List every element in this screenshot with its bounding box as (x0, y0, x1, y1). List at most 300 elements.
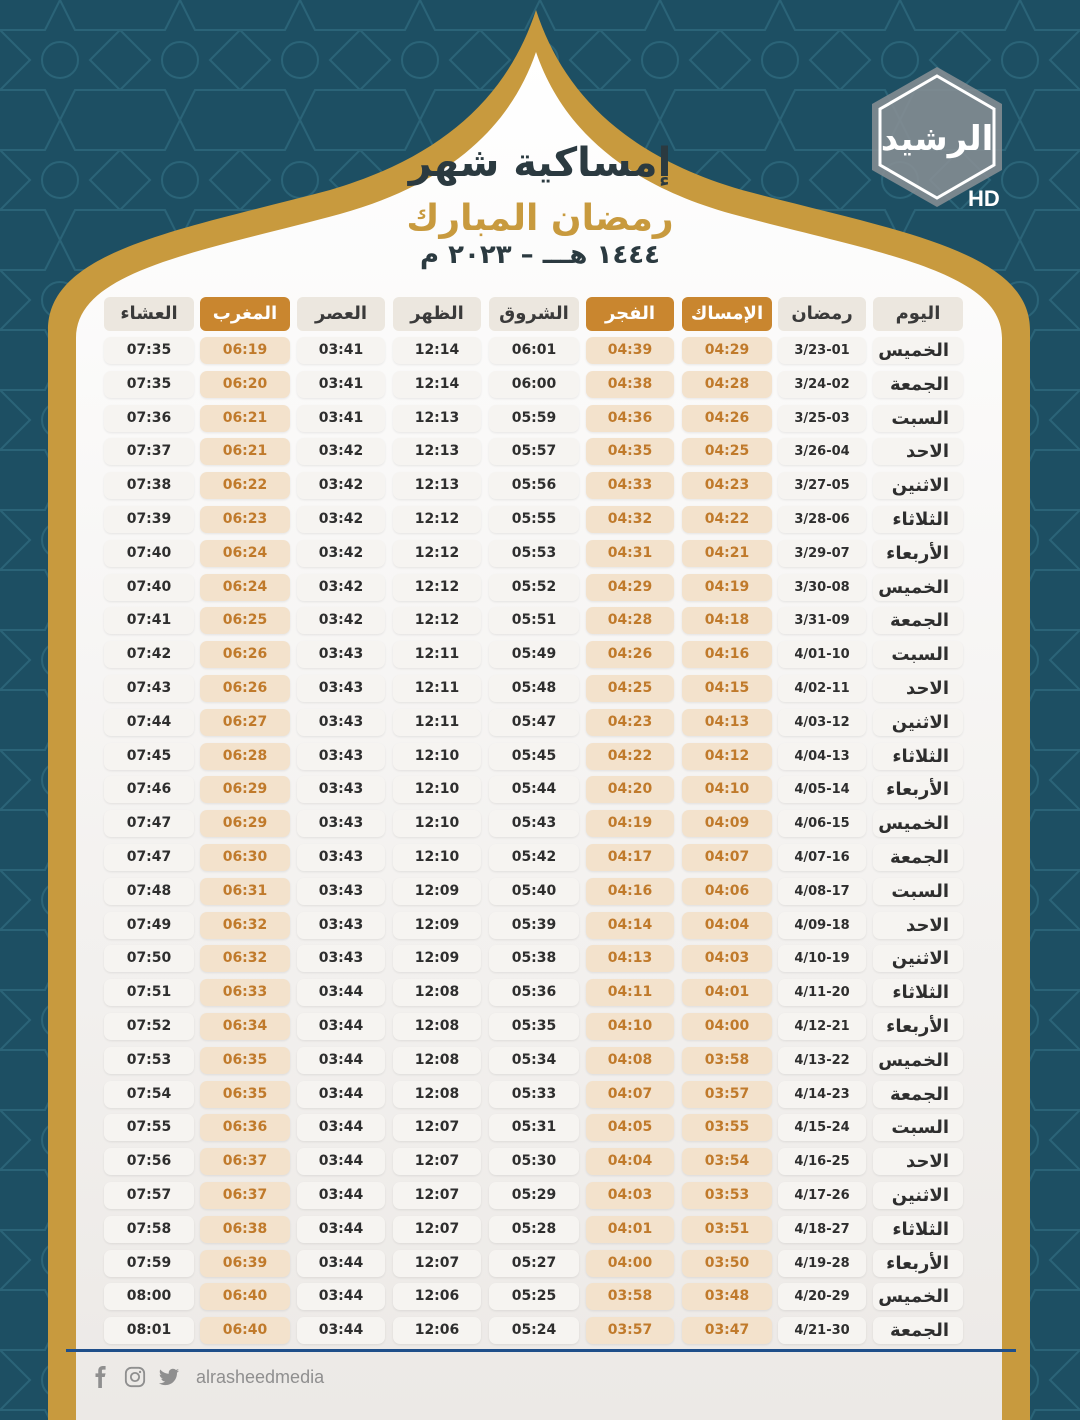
table-row (0, 506, 1080, 533)
header-day: اليوم (873, 297, 963, 331)
cell-asr: 03:44 (297, 1013, 385, 1040)
cell-isha: 07:57 (104, 1182, 194, 1209)
table-row (0, 472, 1080, 499)
table-row (0, 540, 1080, 567)
cell-ramadan-date: 4/01-10 (778, 641, 866, 668)
cell-fajr: 04:05 (586, 1114, 674, 1141)
cell-isha: 07:47 (104, 844, 194, 871)
cell-sunrise: 05:33 (489, 1081, 579, 1108)
cell-dhuhr: 12:07 (393, 1148, 481, 1175)
cell-asr: 03:43 (297, 776, 385, 803)
cell-asr: 03:43 (297, 743, 385, 770)
cell-imsak: 03:48 (682, 1283, 772, 1310)
cell-maghrib: 06:34 (200, 1013, 290, 1040)
cell-ramadan-date: 4/11-20 (778, 979, 866, 1006)
cell-ramadan-date: 3/26-04 (778, 438, 866, 465)
header-dhuhr: الظهر (393, 297, 481, 331)
cell-asr: 03:44 (297, 1216, 385, 1243)
cell-sunrise: 05:25 (489, 1283, 579, 1310)
cell-day: الأربعاء (873, 1250, 963, 1277)
cell-sunrise: 05:36 (489, 979, 579, 1006)
cell-asr: 03:44 (297, 1317, 385, 1344)
cell-maghrib: 06:35 (200, 1081, 290, 1108)
cell-asr: 03:43 (297, 878, 385, 905)
cell-asr: 03:43 (297, 810, 385, 837)
cell-fajr: 03:58 (586, 1283, 674, 1310)
cell-fajr: 04:08 (586, 1047, 674, 1074)
cell-imsak: 04:12 (682, 743, 772, 770)
cell-maghrib: 06:38 (200, 1216, 290, 1243)
cell-dhuhr: 12:10 (393, 776, 481, 803)
cell-imsak: 03:50 (682, 1250, 772, 1277)
cell-ramadan-date: 4/09-18 (778, 912, 866, 939)
cell-sunrise: 05:53 (489, 540, 579, 567)
cell-maghrib: 06:35 (200, 1047, 290, 1074)
cell-day: الخميس (873, 810, 963, 837)
cell-dhuhr: 12:12 (393, 540, 481, 567)
cell-sunrise: 05:43 (489, 810, 579, 837)
cell-maghrib: 06:32 (200, 912, 290, 939)
cell-dhuhr: 12:13 (393, 438, 481, 465)
cell-fajr: 04:01 (586, 1216, 674, 1243)
table-row (0, 743, 1080, 770)
cell-imsak: 04:18 (682, 607, 772, 634)
cell-maghrib: 06:39 (200, 1250, 290, 1277)
table-row (0, 1182, 1080, 1209)
table-row (0, 675, 1080, 702)
header-fajr: الفجر (586, 297, 674, 331)
cell-isha: 08:00 (104, 1283, 194, 1310)
cell-maghrib: 06:21 (200, 405, 290, 432)
cell-ramadan-date: 4/16-25 (778, 1148, 866, 1175)
cell-day: الاحد (873, 912, 963, 939)
cell-ramadan-date: 4/08-17 (778, 878, 866, 905)
cell-fajr: 04:07 (586, 1081, 674, 1108)
cell-imsak: 04:13 (682, 709, 772, 736)
cell-day: الاحد (873, 438, 963, 465)
header-ramadan-date: رمضان (778, 297, 866, 331)
social-handle: alrasheedmedia (196, 1366, 325, 1387)
cell-asr: 03:43 (297, 844, 385, 871)
cell-sunrise: 06:00 (489, 371, 579, 398)
cell-isha: 07:40 (104, 574, 194, 601)
cell-maghrib: 06:29 (200, 810, 290, 837)
cell-isha: 07:36 (104, 405, 194, 432)
cell-fajr: 04:16 (586, 878, 674, 905)
cell-sunrise: 05:27 (489, 1250, 579, 1277)
cell-imsak: 04:23 (682, 472, 772, 499)
cell-dhuhr: 12:08 (393, 1047, 481, 1074)
cell-maghrib: 06:23 (200, 506, 290, 533)
table-header (0, 297, 1080, 331)
cell-isha: 07:39 (104, 506, 194, 533)
cell-maghrib: 06:40 (200, 1317, 290, 1344)
header-imsak: الإمساك (682, 297, 772, 331)
cell-asr: 03:44 (297, 1047, 385, 1074)
instagram-icon[interactable] (124, 1366, 146, 1388)
cell-imsak: 04:22 (682, 506, 772, 533)
cell-fajr: 04:25 (586, 675, 674, 702)
cell-dhuhr: 12:11 (393, 709, 481, 736)
cell-asr: 03:44 (297, 1148, 385, 1175)
cell-maghrib: 06:20 (200, 371, 290, 398)
cell-maghrib: 06:27 (200, 709, 290, 736)
cell-dhuhr: 12:12 (393, 574, 481, 601)
cell-asr: 03:43 (297, 912, 385, 939)
cell-sunrise: 05:52 (489, 574, 579, 601)
cell-day: الاثنين (873, 945, 963, 972)
cell-day: الجمعة (873, 607, 963, 634)
table-row (0, 878, 1080, 905)
cell-day: الثلاثاء (873, 979, 963, 1006)
cell-day: الثلاثاء (873, 506, 963, 533)
cell-day: الجمعة (873, 844, 963, 871)
facebook-icon[interactable] (90, 1366, 112, 1388)
cell-ramadan-date: 4/04-13 (778, 743, 866, 770)
cell-day: الاثنين (873, 709, 963, 736)
cell-isha: 07:54 (104, 1081, 194, 1108)
cell-day: الخميس (873, 574, 963, 601)
cell-sunrise: 05:31 (489, 1114, 579, 1141)
table-row (0, 337, 1080, 364)
cell-maghrib: 06:21 (200, 438, 290, 465)
cell-ramadan-date: 3/30-08 (778, 574, 866, 601)
cell-maghrib: 06:19 (200, 337, 290, 364)
cell-dhuhr: 12:13 (393, 472, 481, 499)
cell-ramadan-date: 4/18-27 (778, 1216, 866, 1243)
cell-isha: 07:51 (104, 979, 194, 1006)
cell-day: الاثنين (873, 472, 963, 499)
cell-fajr: 04:22 (586, 743, 674, 770)
cell-isha: 07:44 (104, 709, 194, 736)
cell-asr: 03:44 (297, 1283, 385, 1310)
table-row (0, 1114, 1080, 1141)
cell-fajr: 04:03 (586, 1182, 674, 1209)
cell-asr: 03:41 (297, 371, 385, 398)
table-row (0, 945, 1080, 972)
table-row (0, 1013, 1080, 1040)
cell-imsak: 04:06 (682, 878, 772, 905)
cell-dhuhr: 12:08 (393, 1081, 481, 1108)
cell-imsak: 03:55 (682, 1114, 772, 1141)
cell-dhuhr: 12:10 (393, 844, 481, 871)
cell-asr: 03:44 (297, 1250, 385, 1277)
cell-asr: 03:43 (297, 641, 385, 668)
cell-sunrise: 05:39 (489, 912, 579, 939)
twitter-icon[interactable] (158, 1366, 180, 1388)
cell-isha: 07:45 (104, 743, 194, 770)
cell-imsak: 03:58 (682, 1047, 772, 1074)
cell-fajr: 04:19 (586, 810, 674, 837)
cell-day: الجمعة (873, 1081, 963, 1108)
cell-fajr: 04:04 (586, 1148, 674, 1175)
cell-maghrib: 06:36 (200, 1114, 290, 1141)
svg-text:الرشيد: الرشيد (880, 119, 994, 159)
cell-dhuhr: 12:12 (393, 506, 481, 533)
cell-isha: 07:42 (104, 641, 194, 668)
cell-sunrise: 05:51 (489, 607, 579, 634)
cell-dhuhr: 12:07 (393, 1216, 481, 1243)
cell-imsak: 04:09 (682, 810, 772, 837)
cell-dhuhr: 12:09 (393, 945, 481, 972)
cell-fajr: 04:17 (586, 844, 674, 871)
cell-asr: 03:44 (297, 979, 385, 1006)
cell-fajr: 04:38 (586, 371, 674, 398)
cell-imsak: 04:16 (682, 641, 772, 668)
cell-ramadan-date: 3/27-05 (778, 472, 866, 499)
table-row (0, 371, 1080, 398)
header-isha: العشاء (104, 297, 194, 331)
cell-day: الأربعاء (873, 540, 963, 567)
cell-dhuhr: 12:10 (393, 810, 481, 837)
table-row (0, 405, 1080, 432)
cell-fajr: 04:00 (586, 1250, 674, 1277)
cell-dhuhr: 12:13 (393, 405, 481, 432)
cell-dhuhr: 12:09 (393, 878, 481, 905)
cell-sunrise: 05:56 (489, 472, 579, 499)
cell-maghrib: 06:40 (200, 1283, 290, 1310)
cell-day: الاحد (873, 1148, 963, 1175)
cell-isha: 07:35 (104, 337, 194, 364)
cell-sunrise: 05:48 (489, 675, 579, 702)
table-row (0, 1216, 1080, 1243)
table-row (0, 912, 1080, 939)
cell-isha: 07:58 (104, 1216, 194, 1243)
cell-isha: 07:49 (104, 912, 194, 939)
cell-sunrise: 05:34 (489, 1047, 579, 1074)
cell-maghrib: 06:31 (200, 878, 290, 905)
cell-sunrise: 05:59 (489, 405, 579, 432)
cell-isha: 07:50 (104, 945, 194, 972)
cell-day: السبت (873, 878, 963, 905)
cell-day: الخميس (873, 1283, 963, 1310)
cell-dhuhr: 12:12 (393, 607, 481, 634)
cell-maghrib: 06:26 (200, 675, 290, 702)
cell-day: السبت (873, 1114, 963, 1141)
cell-ramadan-date: 4/14-23 (778, 1081, 866, 1108)
cell-isha: 08:01 (104, 1317, 194, 1344)
cell-imsak: 04:29 (682, 337, 772, 364)
cell-sunrise: 05:29 (489, 1182, 579, 1209)
cell-asr: 03:42 (297, 438, 385, 465)
cell-isha: 07:43 (104, 675, 194, 702)
cell-fajr: 04:33 (586, 472, 674, 499)
table-row (0, 1047, 1080, 1074)
cell-ramadan-date: 4/19-28 (778, 1250, 866, 1277)
cell-day: الثلاثاء (873, 743, 963, 770)
cell-imsak: 03:57 (682, 1081, 772, 1108)
cell-imsak: 04:28 (682, 371, 772, 398)
cell-isha: 07:56 (104, 1148, 194, 1175)
cell-asr: 03:43 (297, 675, 385, 702)
cell-ramadan-date: 4/21-30 (778, 1317, 866, 1344)
page-subtitle: رمضان المبارك (406, 198, 674, 239)
cell-asr: 03:44 (297, 1114, 385, 1141)
cell-sunrise: 05:24 (489, 1317, 579, 1344)
cell-imsak: 03:47 (682, 1317, 772, 1344)
table-row (0, 1250, 1080, 1277)
table-row (0, 438, 1080, 465)
cell-maghrib: 06:22 (200, 472, 290, 499)
cell-imsak: 04:00 (682, 1013, 772, 1040)
cell-isha: 07:38 (104, 472, 194, 499)
cell-day: الأربعاء (873, 776, 963, 803)
cell-isha: 07:37 (104, 438, 194, 465)
cell-asr: 03:44 (297, 1081, 385, 1108)
table-row (0, 979, 1080, 1006)
cell-imsak: 04:25 (682, 438, 772, 465)
cell-day: الاحد (873, 675, 963, 702)
cell-day: الأربعاء (873, 1013, 963, 1040)
cell-asr: 03:43 (297, 709, 385, 736)
cell-ramadan-date: 3/23-01 (778, 337, 866, 364)
cell-imsak: 04:07 (682, 844, 772, 871)
cell-imsak: 03:51 (682, 1216, 772, 1243)
cell-day: الثلاثاء (873, 1216, 963, 1243)
cell-isha: 07:52 (104, 1013, 194, 1040)
cell-dhuhr: 12:11 (393, 675, 481, 702)
cell-isha: 07:35 (104, 371, 194, 398)
cell-maghrib: 06:25 (200, 607, 290, 634)
cell-dhuhr: 12:08 (393, 1013, 481, 1040)
cell-ramadan-date: 3/29-07 (778, 540, 866, 567)
cell-dhuhr: 12:06 (393, 1317, 481, 1344)
cell-maghrib: 06:29 (200, 776, 290, 803)
cell-ramadan-date: 3/24-02 (778, 371, 866, 398)
cell-asr: 03:43 (297, 945, 385, 972)
header-maghrib: المغرب (200, 297, 290, 331)
cell-ramadan-date: 3/25-03 (778, 405, 866, 432)
cell-ramadan-date: 3/28-06 (778, 506, 866, 533)
cell-ramadan-date: 3/31-09 (778, 607, 866, 634)
cell-sunrise: 05:47 (489, 709, 579, 736)
year-label: ١٤٤٤ هـــ – ٢٠٢٣ م (420, 240, 660, 270)
cell-fajr: 04:13 (586, 945, 674, 972)
cell-sunrise: 05:35 (489, 1013, 579, 1040)
cell-maghrib: 06:30 (200, 844, 290, 871)
cell-fajr: 04:11 (586, 979, 674, 1006)
cell-imsak: 03:54 (682, 1148, 772, 1175)
cell-asr: 03:42 (297, 607, 385, 634)
cell-day: الجمعة (873, 371, 963, 398)
cell-dhuhr: 12:14 (393, 371, 481, 398)
page-title: إمساكية شهر (408, 140, 672, 186)
cell-fajr: 04:32 (586, 506, 674, 533)
cell-ramadan-date: 4/02-11 (778, 675, 866, 702)
table-row (0, 1283, 1080, 1310)
cell-maghrib: 06:33 (200, 979, 290, 1006)
cell-isha: 07:40 (104, 540, 194, 567)
cell-fajr: 04:28 (586, 607, 674, 634)
cell-day: السبت (873, 405, 963, 432)
cell-imsak: 04:10 (682, 776, 772, 803)
cell-isha: 07:53 (104, 1047, 194, 1074)
cell-maghrib: 06:28 (200, 743, 290, 770)
header-asr: العصر (297, 297, 385, 331)
cell-imsak: 04:15 (682, 675, 772, 702)
cell-fajr: 04:35 (586, 438, 674, 465)
cell-imsak: 04:03 (682, 945, 772, 972)
table-row (0, 607, 1080, 634)
table-row (0, 641, 1080, 668)
cell-ramadan-date: 4/15-24 (778, 1114, 866, 1141)
cell-imsak: 04:26 (682, 405, 772, 432)
cell-sunrise: 05:49 (489, 641, 579, 668)
footer-divider (66, 1349, 1016, 1352)
cell-isha: 07:46 (104, 776, 194, 803)
cell-dhuhr: 12:10 (393, 743, 481, 770)
cell-asr: 03:42 (297, 540, 385, 567)
cell-ramadan-date: 4/10-19 (778, 945, 866, 972)
cell-dhuhr: 12:07 (393, 1114, 481, 1141)
cell-dhuhr: 12:11 (393, 641, 481, 668)
cell-isha: 07:55 (104, 1114, 194, 1141)
table-row (0, 709, 1080, 736)
table-row (0, 776, 1080, 803)
cell-day: الاثنين (873, 1182, 963, 1209)
cell-fajr: 03:57 (586, 1317, 674, 1344)
cell-day: الجمعة (873, 1317, 963, 1344)
cell-isha: 07:47 (104, 810, 194, 837)
cell-ramadan-date: 4/06-15 (778, 810, 866, 837)
cell-sunrise: 05:42 (489, 844, 579, 871)
cell-day: الخميس (873, 1047, 963, 1074)
cell-ramadan-date: 4/20-29 (778, 1283, 866, 1310)
cell-dhuhr: 12:14 (393, 337, 481, 364)
cell-maghrib: 06:24 (200, 540, 290, 567)
cell-fajr: 04:26 (586, 641, 674, 668)
table-row (0, 810, 1080, 837)
header-sunrise: الشروق (489, 297, 579, 331)
cell-fajr: 04:29 (586, 574, 674, 601)
cell-asr: 03:41 (297, 337, 385, 364)
cell-imsak: 04:21 (682, 540, 772, 567)
table-row (0, 1081, 1080, 1108)
cell-imsak: 04:19 (682, 574, 772, 601)
cell-fajr: 04:14 (586, 912, 674, 939)
table-row (0, 844, 1080, 871)
cell-fajr: 04:39 (586, 337, 674, 364)
cell-dhuhr: 12:07 (393, 1250, 481, 1277)
cell-fajr: 04:10 (586, 1013, 674, 1040)
cell-sunrise: 05:44 (489, 776, 579, 803)
cell-ramadan-date: 4/03-12 (778, 709, 866, 736)
cell-isha: 07:59 (104, 1250, 194, 1277)
cell-sunrise: 05:55 (489, 506, 579, 533)
cell-ramadan-date: 4/05-14 (778, 776, 866, 803)
table-row (0, 574, 1080, 601)
hd-badge: HD (968, 186, 1000, 211)
cell-sunrise: 05:38 (489, 945, 579, 972)
table-row (0, 1148, 1080, 1175)
cell-asr: 03:42 (297, 574, 385, 601)
cell-sunrise: 05:30 (489, 1148, 579, 1175)
cell-sunrise: 05:28 (489, 1216, 579, 1243)
cell-sunrise: 05:45 (489, 743, 579, 770)
cell-asr: 03:44 (297, 1182, 385, 1209)
cell-fajr: 04:23 (586, 709, 674, 736)
cell-dhuhr: 12:09 (393, 912, 481, 939)
cell-ramadan-date: 4/13-22 (778, 1047, 866, 1074)
cell-maghrib: 06:37 (200, 1182, 290, 1209)
cell-isha: 07:48 (104, 878, 194, 905)
cell-fajr: 04:20 (586, 776, 674, 803)
cell-imsak: 04:01 (682, 979, 772, 1006)
table-row (0, 1317, 1080, 1344)
cell-day: الخميس (873, 337, 963, 364)
cell-maghrib: 06:32 (200, 945, 290, 972)
cell-imsak: 04:04 (682, 912, 772, 939)
